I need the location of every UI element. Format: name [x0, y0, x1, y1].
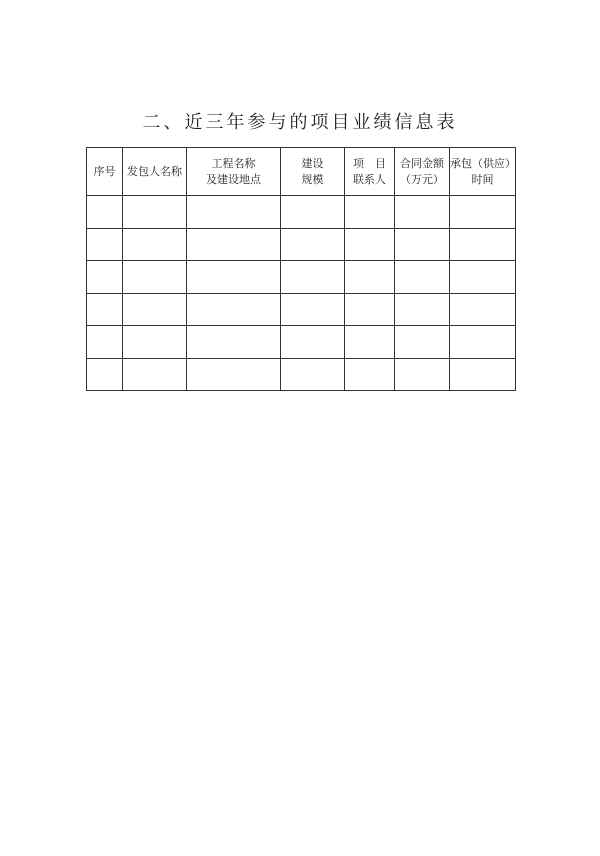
table-cell[interactable] — [345, 261, 395, 294]
table-row — [87, 196, 516, 229]
table-cell[interactable] — [123, 228, 187, 261]
performance-table — [86, 147, 516, 391]
table-cell[interactable] — [395, 196, 450, 229]
table-cell[interactable] — [345, 228, 395, 261]
table-cell[interactable] — [281, 358, 345, 391]
table-cell[interactable] — [450, 228, 516, 261]
header-construction-scale: 建设 规模 — [281, 148, 345, 196]
table-cell[interactable] — [187, 358, 281, 391]
table-row — [87, 326, 516, 359]
table-cell[interactable] — [395, 293, 450, 326]
table-cell[interactable] — [187, 293, 281, 326]
header-employer-name: 发包人名称 — [123, 148, 187, 196]
table-row — [87, 228, 516, 261]
table-cell[interactable] — [187, 326, 281, 359]
table-cell[interactable] — [395, 358, 450, 391]
table-cell[interactable] — [345, 326, 395, 359]
table-cell[interactable] — [123, 326, 187, 359]
table-cell[interactable] — [123, 261, 187, 294]
table-cell[interactable] — [345, 358, 395, 391]
table-header-row — [87, 148, 516, 196]
table-cell[interactable] — [87, 261, 123, 294]
table-cell[interactable] — [345, 293, 395, 326]
table-cell[interactable] — [345, 196, 395, 229]
table-cell[interactable] — [281, 228, 345, 261]
table-cell[interactable] — [450, 196, 516, 229]
table-cell[interactable] — [87, 196, 123, 229]
table-cell[interactable] — [123, 293, 187, 326]
table-cell[interactable] — [123, 196, 187, 229]
header-contract-amount: 合同金额 （万元） — [395, 148, 450, 196]
table-cell[interactable] — [187, 196, 281, 229]
table-cell[interactable] — [450, 261, 516, 294]
table-cell[interactable] — [87, 326, 123, 359]
table-cell[interactable] — [450, 358, 516, 391]
table-cell[interactable] — [123, 358, 187, 391]
page-title: 二、近三年参与的项目业绩信息表 — [142, 112, 458, 133]
table-cell[interactable] — [187, 228, 281, 261]
table-cell[interactable] — [450, 293, 516, 326]
header-contract-period: 承包（供应） 时间 — [450, 148, 516, 196]
table-cell[interactable] — [281, 261, 345, 294]
table-cell[interactable] — [281, 196, 345, 229]
table-row — [87, 293, 516, 326]
table-cell[interactable] — [450, 326, 516, 359]
table-row — [87, 261, 516, 294]
table-cell[interactable] — [281, 293, 345, 326]
table-cell[interactable] — [87, 228, 123, 261]
table-cell[interactable] — [395, 326, 450, 359]
table-cell[interactable] — [281, 326, 345, 359]
table-row — [87, 358, 516, 391]
header-serial-number: 序号 — [87, 148, 123, 196]
table-cell[interactable] — [395, 261, 450, 294]
header-project-contact: 项 目 联系人 — [345, 148, 395, 196]
table-cell[interactable] — [87, 293, 123, 326]
table-cell[interactable] — [395, 228, 450, 261]
header-project-name-location: 工程名称 及建设地点 — [187, 148, 281, 196]
table-cell[interactable] — [187, 261, 281, 294]
table-cell[interactable] — [87, 358, 123, 391]
